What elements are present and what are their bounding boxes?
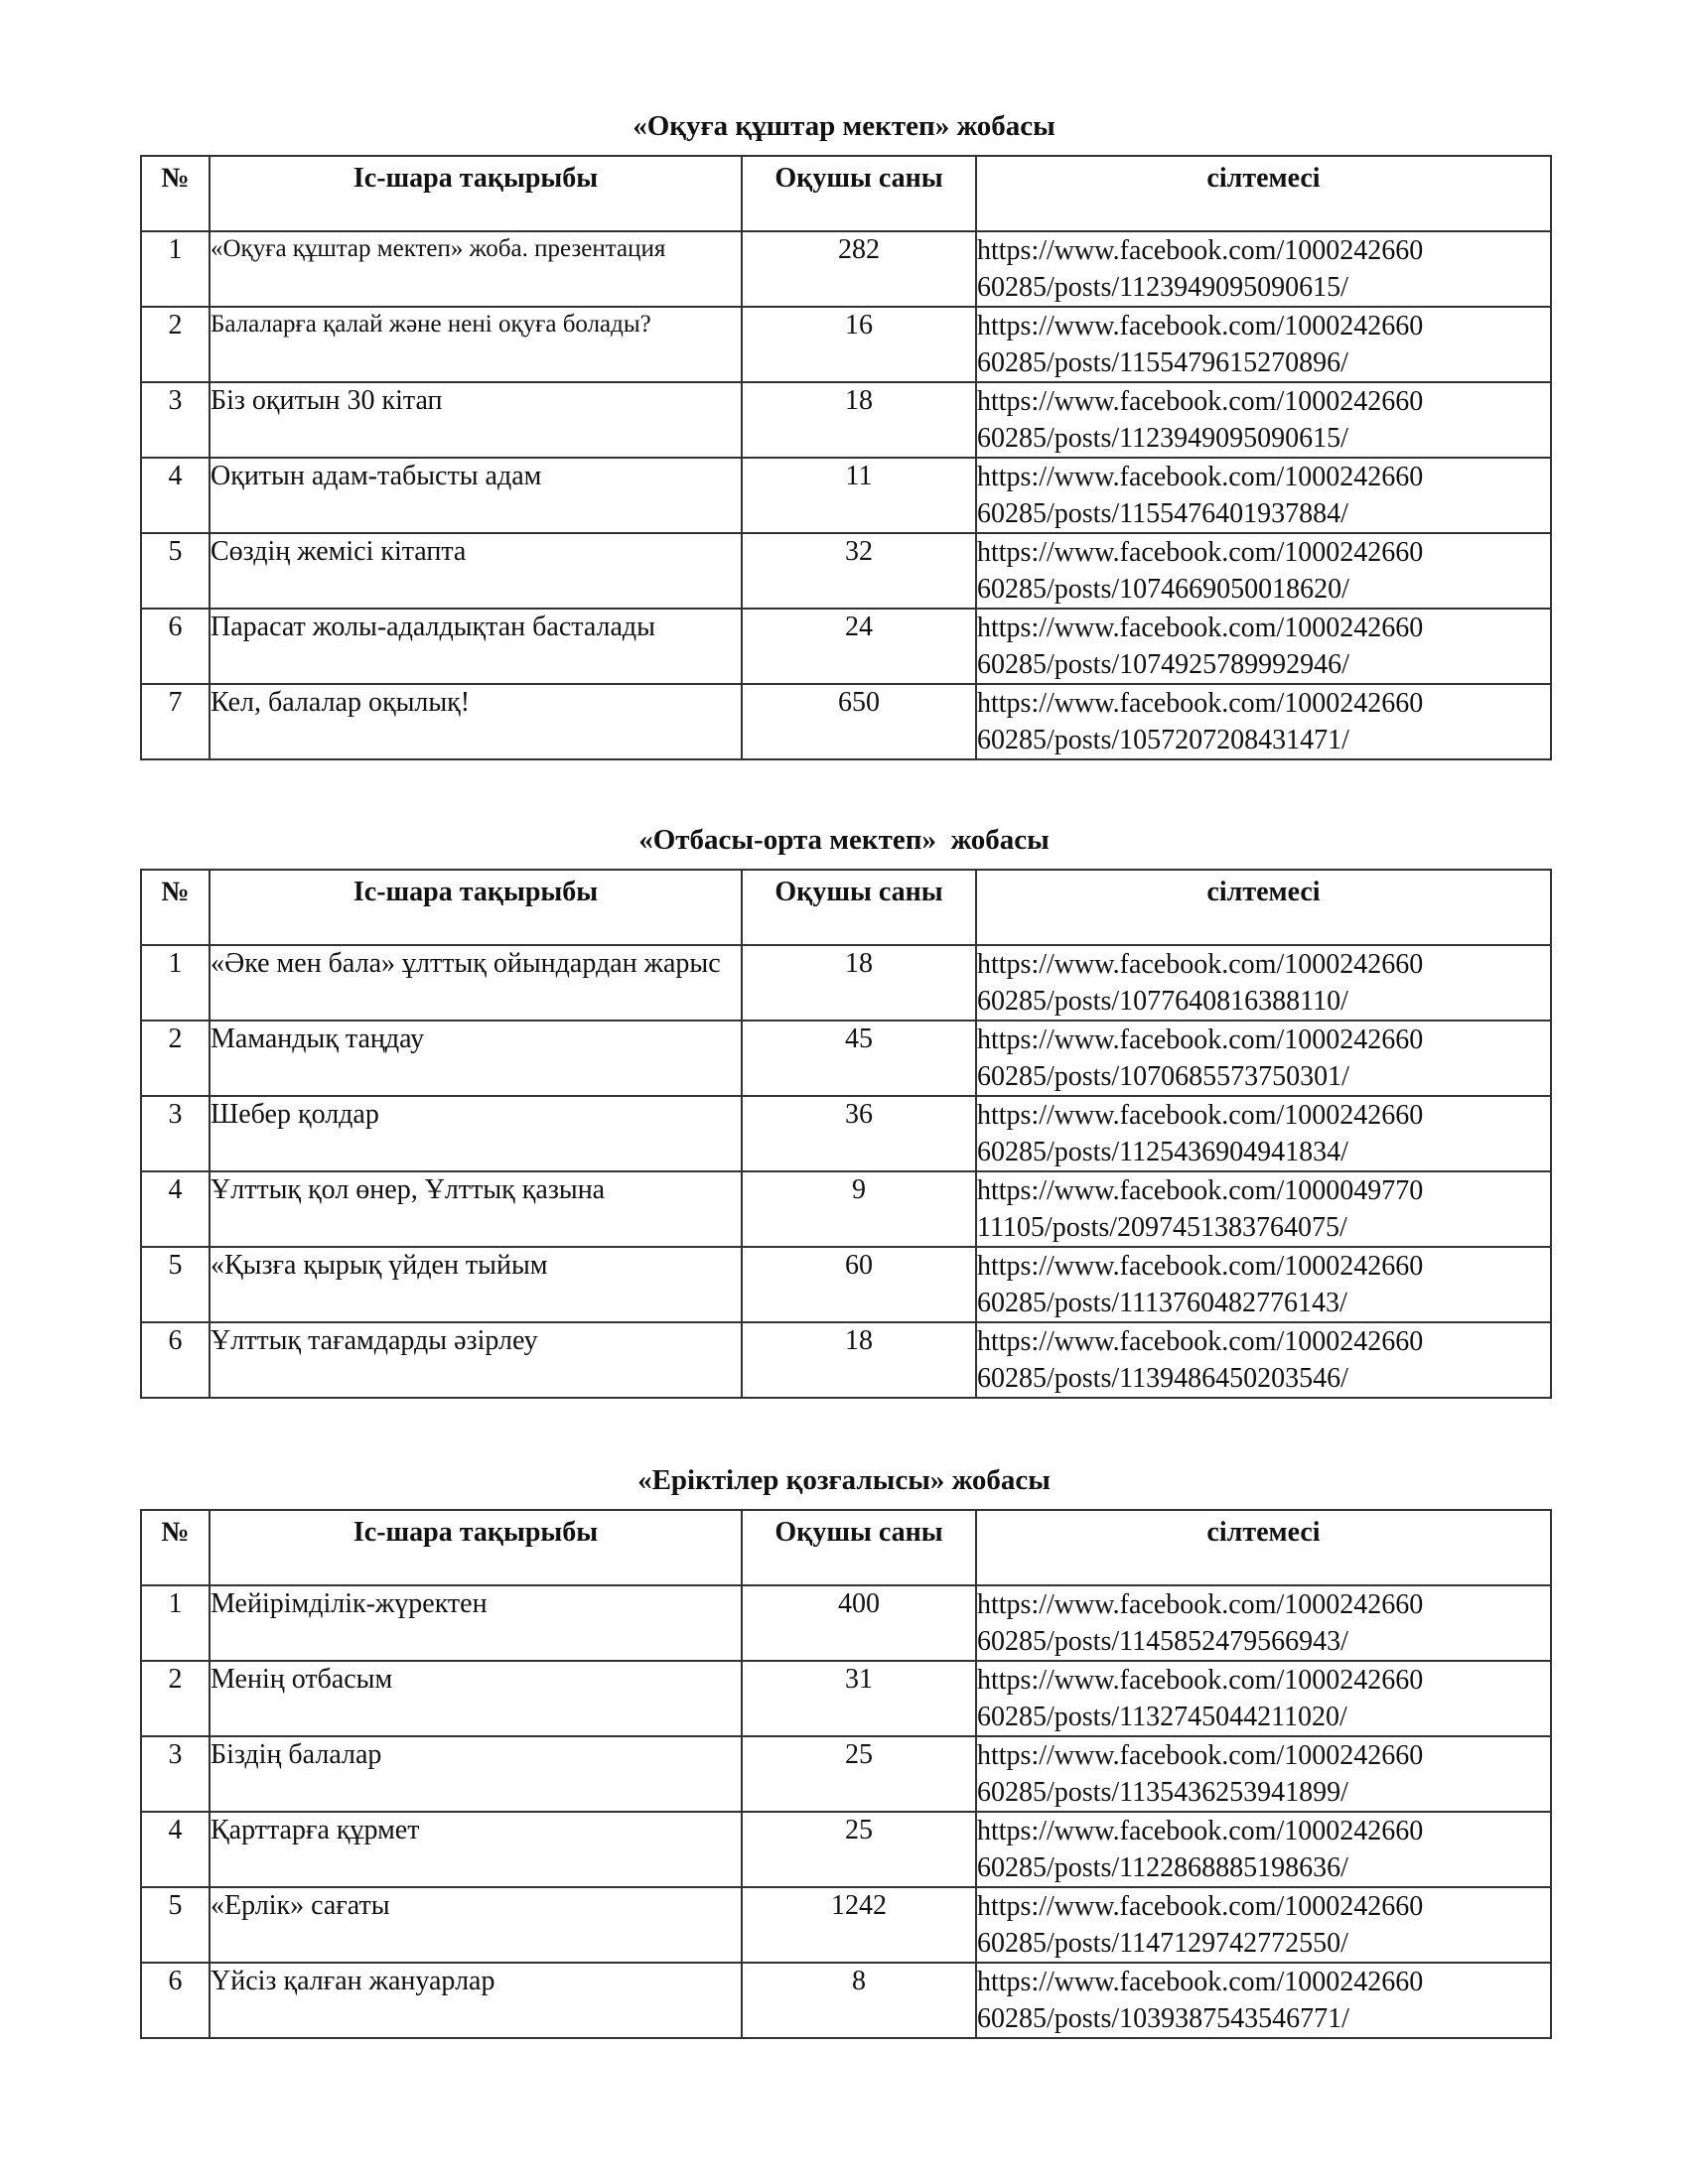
event-topic: «Әке мен бала» ұлттық ойындардан жарыс <box>210 945 742 1021</box>
event-topic: «Оқуға құштар мектеп» жоба. презентация <box>210 231 742 307</box>
row-number: 1 <box>141 945 210 1021</box>
row-number: 5 <box>141 533 210 609</box>
event-topic: «Ерлік» сағаты <box>210 1887 742 1963</box>
table-row <box>141 1661 1551 1736</box>
post-link-cell <box>976 1021 1551 1096</box>
section-title-family-school: «Отбасы-орта мектеп» жобасы <box>638 824 1050 856</box>
header-count: Оқушы саны <box>742 870 976 945</box>
post-link-cell <box>976 382 1551 458</box>
post-link[interactable]: https://www.facebook.com/1000242660 60285/posts/1135436253941899/ <box>977 1740 1424 1808</box>
student-count: 32 <box>742 533 976 609</box>
post-link-cell <box>976 1096 1551 1171</box>
student-count: 36 <box>742 1096 976 1171</box>
section-title-reading-school: «Оқуға құштар мектеп» жобасы <box>633 110 1055 142</box>
post-link[interactable]: https://www.facebook.com/1000242660 60285/posts/1155476401937884/ <box>977 462 1424 529</box>
row-number: 2 <box>141 1661 210 1736</box>
student-count: 400 <box>742 1585 976 1661</box>
row-number: 4 <box>141 458 210 533</box>
table-row <box>141 1887 1551 1963</box>
post-link-cell <box>976 307 1551 382</box>
table-reading-school <box>140 155 1552 760</box>
student-count: 24 <box>742 609 976 684</box>
post-link[interactable]: https://www.facebook.com/1000242660 60285/posts/1057207208431471/ <box>977 688 1424 755</box>
row-number: 4 <box>141 1171 210 1247</box>
event-topic: Біз оқитын 30 кітап <box>210 382 742 458</box>
post-link[interactable]: https://www.facebook.com/1000242660 60285/posts/1122868885198636/ <box>977 1816 1424 1883</box>
row-number: 4 <box>141 1812 210 1887</box>
row-number: 2 <box>141 1021 210 1096</box>
post-link[interactable]: https://www.facebook.com/1000242660 60285/posts/1147129742772550/ <box>977 1891 1424 1959</box>
student-count: 282 <box>742 231 976 307</box>
table-row <box>141 1963 1551 2038</box>
post-link-cell <box>976 1963 1551 2038</box>
event-topic: Мейірімділік-жүректен <box>210 1585 742 1661</box>
post-link[interactable]: https://www.facebook.com/1000242660 60285/posts/1123949095090615/ <box>977 235 1424 303</box>
student-count: 9 <box>742 1171 976 1247</box>
header-link: сілтемесі <box>976 156 1551 231</box>
student-count: 8 <box>742 1963 976 2038</box>
student-count: 18 <box>742 382 976 458</box>
student-count: 1242 <box>742 1887 976 1963</box>
post-link[interactable]: https://www.facebook.com/1000242660 60285/posts/1039387543546771/ <box>977 1967 1424 2034</box>
post-link-cell <box>976 1247 1551 1322</box>
event-topic: Мамандық таңдау <box>210 1021 742 1096</box>
table-row <box>141 1021 1551 1096</box>
table-volunteers <box>140 1509 1552 2039</box>
table-row <box>141 307 1551 382</box>
row-number: 1 <box>141 231 210 307</box>
post-link[interactable]: https://www.facebook.com/1000242660 60285/posts/1155479615270896/ <box>977 311 1424 378</box>
student-count: 18 <box>742 945 976 1021</box>
header-link: сілтемесі <box>976 870 1551 945</box>
event-topic: Біздің балалар <box>210 1736 742 1812</box>
post-link[interactable]: https://www.facebook.com/1000242660 60285/posts/1070685573750301/ <box>977 1024 1424 1092</box>
table-header-row <box>141 1510 1551 1585</box>
section-title-volunteers: «Еріктілер қозғалысы» жобасы <box>637 1464 1051 1496</box>
student-count: 25 <box>742 1736 976 1812</box>
post-link-cell <box>976 1585 1551 1661</box>
table-row <box>141 1171 1551 1247</box>
student-count: 31 <box>742 1661 976 1736</box>
post-link-cell <box>976 231 1551 307</box>
student-count: 25 <box>742 1812 976 1887</box>
post-link[interactable]: https://www.facebook.com/1000242660 60285/posts/1145852479566943/ <box>977 1589 1424 1657</box>
table-row <box>141 1736 1551 1812</box>
table-row <box>141 1585 1551 1661</box>
table-row <box>141 609 1551 684</box>
event-topic: Ұлттық қол өнер, Ұлттық қазына <box>210 1171 742 1247</box>
post-link[interactable]: https://www.facebook.com/1000049770 11105/posts/2097451383764075/ <box>977 1175 1424 1243</box>
header-count: Оқушы саны <box>742 1510 976 1585</box>
post-link[interactable]: https://www.facebook.com/1000242660 60285/posts/1125436904941834/ <box>977 1100 1424 1167</box>
post-link-cell <box>976 533 1551 609</box>
student-count: 650 <box>742 684 976 759</box>
post-link-cell <box>976 1661 1551 1736</box>
event-topic: Балаларға қалай және нені оқуға болады? <box>210 307 742 382</box>
event-topic: «Қызға қырық үйден тыйым <box>210 1247 742 1322</box>
header-link: сілтемесі <box>976 1510 1551 1585</box>
table-family-school <box>140 869 1552 1399</box>
header-topic: Іс-шара тақырыбы <box>210 156 742 231</box>
post-link[interactable]: https://www.facebook.com/1000242660 60285/posts/1077640816388110/ <box>977 949 1424 1017</box>
post-link-cell <box>976 1736 1551 1812</box>
row-number: 2 <box>141 307 210 382</box>
header-no: № <box>141 156 210 231</box>
table-row <box>141 231 1551 307</box>
row-number: 6 <box>141 609 210 684</box>
post-link[interactable]: https://www.facebook.com/1000242660 60285/posts/1074669050018620/ <box>977 537 1424 605</box>
table-row <box>141 1096 1551 1171</box>
event-topic: Менің отбасым <box>210 1661 742 1736</box>
table-row <box>141 533 1551 609</box>
header-no: № <box>141 1510 210 1585</box>
row-number: 1 <box>141 1585 210 1661</box>
event-topic: Оқитын адам-табысты адам <box>210 458 742 533</box>
row-number: 5 <box>141 1887 210 1963</box>
post-link[interactable]: https://www.facebook.com/1000242660 60285/posts/1113760482776143/ <box>977 1251 1424 1318</box>
post-link-cell <box>976 1322 1551 1398</box>
header-topic: Іс-шара тақырыбы <box>210 870 742 945</box>
post-link[interactable]: https://www.facebook.com/1000242660 60285/posts/1074925789992946/ <box>977 613 1424 680</box>
table-header-row <box>141 870 1551 945</box>
post-link-cell <box>976 684 1551 759</box>
header-no: № <box>141 870 210 945</box>
post-link[interactable]: https://www.facebook.com/1000242660 60285/posts/1123949095090615/ <box>977 386 1424 454</box>
event-topic: Қарттарға құрмет <box>210 1812 742 1887</box>
table-row <box>141 382 1551 458</box>
post-link[interactable]: https://www.facebook.com/1000242660 60285/posts/1139486450203546/ <box>977 1326 1424 1394</box>
table-row <box>141 1247 1551 1322</box>
table-row <box>141 458 1551 533</box>
row-number: 5 <box>141 1247 210 1322</box>
post-link-cell <box>976 945 1551 1021</box>
header-topic: Іс-шара тақырыбы <box>210 1510 742 1585</box>
event-topic: Сөздің жемісі кітапта <box>210 533 742 609</box>
event-topic: Үйсіз қалған жануарлар <box>210 1963 742 2038</box>
event-topic: Шебер қолдар <box>210 1096 742 1171</box>
post-link-cell <box>976 1887 1551 1963</box>
post-link-cell <box>976 1812 1551 1887</box>
event-topic: Кел, балалар оқылық! <box>210 684 742 759</box>
event-topic: Парасат жолы-адалдықтан басталады <box>210 609 742 684</box>
student-count: 11 <box>742 458 976 533</box>
post-link[interactable]: https://www.facebook.com/1000242660 60285/posts/1132745044211020/ <box>977 1665 1424 1732</box>
row-number: 6 <box>141 1322 210 1398</box>
student-count: 45 <box>742 1021 976 1096</box>
student-count: 16 <box>742 307 976 382</box>
table-header-row <box>141 156 1551 231</box>
table-row <box>141 684 1551 759</box>
row-number: 6 <box>141 1963 210 2038</box>
post-link-cell <box>976 1171 1551 1247</box>
row-number: 3 <box>141 1096 210 1171</box>
header-count: Оқушы саны <box>742 156 976 231</box>
table-row <box>141 1322 1551 1398</box>
post-link-cell <box>976 609 1551 684</box>
row-number: 3 <box>141 1736 210 1812</box>
row-number: 7 <box>141 684 210 759</box>
row-number: 3 <box>141 382 210 458</box>
post-link-cell <box>976 458 1551 533</box>
student-count: 60 <box>742 1247 976 1322</box>
event-topic: Ұлттық тағамдарды әзірлеу <box>210 1322 742 1398</box>
table-row <box>141 1812 1551 1887</box>
table-row <box>141 945 1551 1021</box>
student-count: 18 <box>742 1322 976 1398</box>
